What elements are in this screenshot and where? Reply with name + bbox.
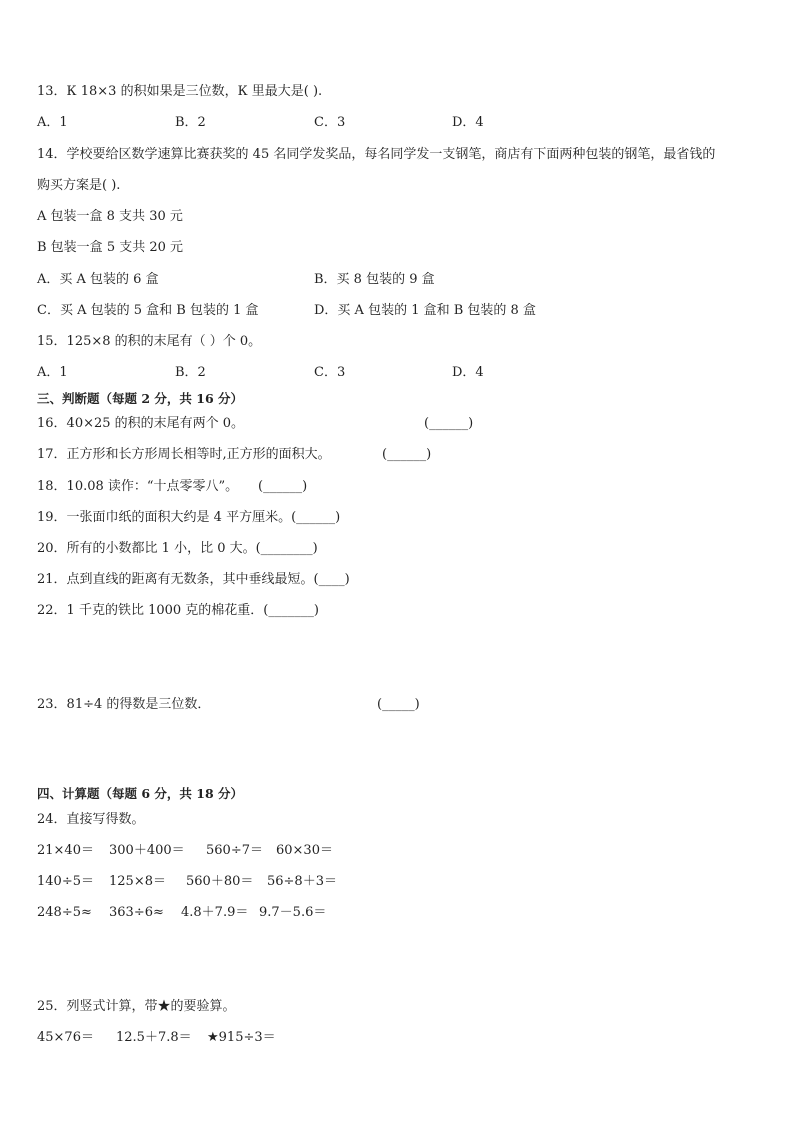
q14-pack-a: A 包装一盒 8 支共 30 元 <box>37 209 183 224</box>
q15-option-b: B．2 <box>175 365 206 380</box>
q22-text: 22．1 千克的铁比 1000 克的棉花重．(_______) <box>37 603 319 618</box>
q15-stem: 15．125×8 的积的末尾有（ ）个 0。 <box>37 334 262 349</box>
q24-r3-c2: 363÷6≈ <box>109 905 164 920</box>
q25-item-2: 12.5＋7.8＝ <box>116 1030 192 1045</box>
q24-r1-c1: 21×40＝ <box>37 843 94 858</box>
q24-r3-c3: 4.8＋7.9＝ <box>181 905 249 920</box>
q25-item-1: 45×76＝ <box>37 1030 94 1045</box>
q13-option-b: B．2 <box>175 115 206 130</box>
q24-r2-c1: 140÷5＝ <box>37 874 94 889</box>
q13-option-d: D．4 <box>452 115 484 130</box>
q24-r2-c3: 560＋80＝ <box>186 874 254 889</box>
q25-stem: 25．列竖式计算，带★的要验算。 <box>37 999 236 1014</box>
section-3-heading: 三、判断题（每题 2 分，共 16 分） <box>37 391 244 406</box>
q14-pack-b: B 包装一盒 5 支共 20 元 <box>37 240 184 255</box>
q16-text: 16．40×25 的积的末尾有两个 0。 <box>37 416 245 431</box>
q24-stem: 24．直接写得数。 <box>37 812 145 827</box>
q24-r3-c4: 9.7－5.6＝ <box>259 905 327 920</box>
q14-stem-line2: 购买方案是( ). <box>37 178 121 193</box>
q17-answer-blank: (______) <box>382 447 432 462</box>
q15-option-c: C．3 <box>314 365 346 380</box>
q23-answer-blank: (_____) <box>377 697 420 712</box>
q18-text: 18．10.08 读作：“十点零零八”。 <box>37 479 239 494</box>
q14-option-b: B．买 8 包装的 9 盒 <box>314 272 435 287</box>
q13-option-a: A．1 <box>37 115 68 130</box>
q16-answer-blank: (______) <box>424 416 474 431</box>
q17-text: 17．正方形和长方形周长相等时,正方形的面积大。 <box>37 447 331 462</box>
q21-text: 21．点到直线的距离有无数条，其中垂线最短。(____) <box>37 572 350 587</box>
q18-answer-blank: (______) <box>258 479 308 494</box>
q24-r2-c2: 125×8＝ <box>109 874 166 889</box>
q14-option-d: D．买 A 包装的 1 盒和 B 包装的 8 盒 <box>314 303 536 318</box>
q19-text: 19．一张面巾纸的面积大约是 4 平方厘米。(______) <box>37 510 341 525</box>
q13-stem: 13．К 18×3 的积如果是三位数，К 里最大是( ). <box>37 84 323 99</box>
q13-option-c: C．3 <box>314 115 346 130</box>
q14-option-c: C．买 A 包装的 5 盒和 B 包装的 1 盒 <box>37 303 259 318</box>
q24-r1-c2: 300＋400＝ <box>109 843 185 858</box>
q24-r3-c1: 248÷5≈ <box>37 905 92 920</box>
q20-text: 20．所有的小数都比 1 小，比 0 大。(________) <box>37 541 318 556</box>
q14-stem-line1: 14．学校要给区数学速算比赛获奖的 45 名同学发奖品，每名同学发一支钢笔，商店有下面两种包装的钢笔，最省钱的 <box>37 147 716 162</box>
q15-option-d: D．4 <box>452 365 484 380</box>
q24-r2-c4: 56÷8＋3＝ <box>267 874 337 889</box>
q14-option-a: A．买 A 包装的 6 盒 <box>37 272 159 287</box>
q24-r1-c4: 60×30＝ <box>276 843 333 858</box>
q25-item-3: ★915÷3＝ <box>207 1030 276 1045</box>
q15-option-a: A．1 <box>37 365 68 380</box>
q23-text: 23．81÷4 的得数是三位数． <box>37 697 211 712</box>
q24-r1-c3: 560÷7＝ <box>206 843 263 858</box>
section-4-heading: 四、计算题（每题 6 分，共 18 分） <box>37 786 244 801</box>
